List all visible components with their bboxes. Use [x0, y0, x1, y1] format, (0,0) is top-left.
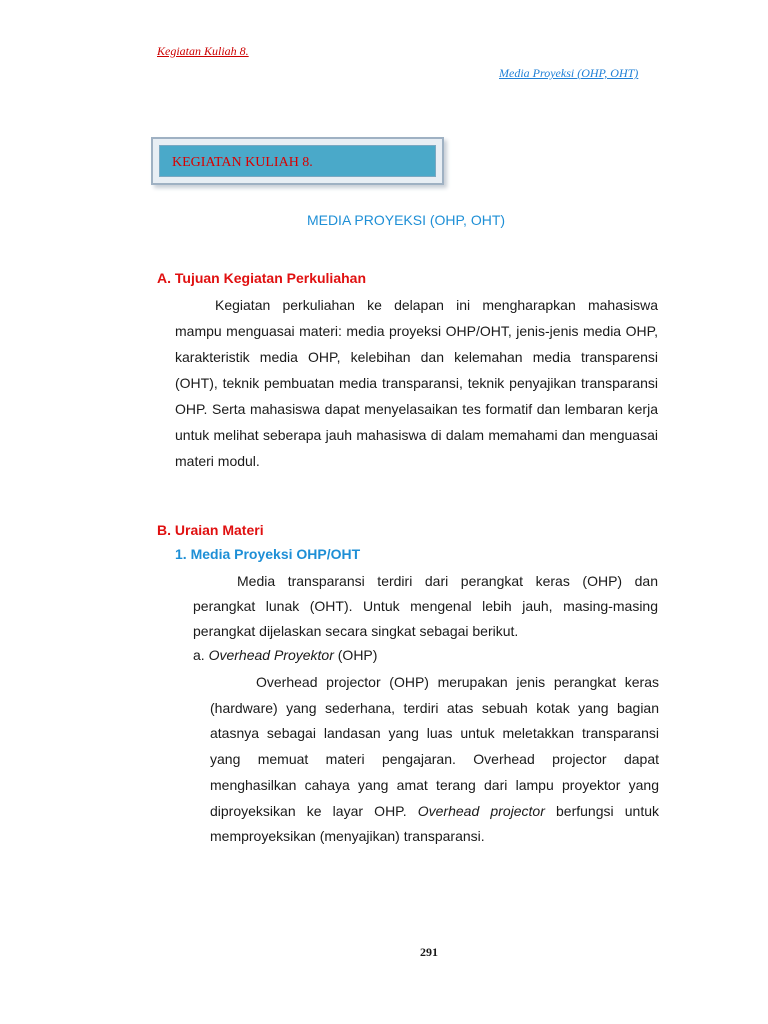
- page-title: MEDIA PROYEKSI (OHP, OHT): [306, 212, 506, 228]
- section-b-heading: B. Uraian Materi: [157, 522, 264, 538]
- page-number: 291: [420, 945, 438, 959]
- item-a-prefix: a.: [193, 647, 209, 663]
- chapter-title-box: [151, 137, 444, 185]
- item-a-text-tail: berfungsi untuk memproyeksikan (menyajikan) transparansi.: [210, 802, 659, 845]
- header-left: Kegiatan Kuliah 8.: [157, 44, 249, 58]
- item-a-text-em: Overhead projector: [417, 802, 545, 819]
- section-a-paragraph: [175, 292, 658, 474]
- subsection-1-heading: 1. Media Proyeksi OHP/OHT: [175, 546, 361, 562]
- item-a-suffix: (OHP): [333, 647, 378, 663]
- chapter-title-text: KEGIATAN KULIAH 8.: [172, 155, 313, 170]
- item-a-paragraph: [210, 670, 659, 850]
- header-right: Media Proyeksi (OHP, OHT): [499, 66, 639, 80]
- section-a-heading: A. Tujuan Kegiatan Perkuliahan: [157, 270, 367, 286]
- chapter-title-box-inner: [159, 145, 436, 177]
- subsection-1-paragraph: [193, 569, 658, 644]
- item-a-term: Overhead Proyektor: [208, 647, 334, 663]
- item-a-heading: [193, 647, 377, 663]
- item-a-text-main: Overhead projector (OHP) merupakan jenis perangkat keras (hardware) yang sederhana, terdiri atas sebuah kotak yang bagian atasnya sebagai landasan yang luas untuk meletakkan transparansi yang memuat materi pengajaran. Overhead projector dapat menghasilkan cahaya yang amat terang dari lampu proyektor yang diproyeksikan ke layar OHP.: [210, 674, 659, 819]
- section-a-text: Kegiatan perkuliahan ke delapan ini mengharapkan mahasiswa mampu menguasai materi: media proyeksi OHP/OHT, jenis-jenis media OHP, karakteristik media OHP, kelebihan dan kelemahan media transparensi (OHT), teknik pembuatan media transparansi, teknik penyajikan transparansi OHP. Serta mahasiswa dapat menyelasaikan tes formatif dan lembaran kerja untuk melihat seberapa jauh mahasiswa di dalam memahami dan menguasai materi modul.: [175, 297, 658, 469]
- subsection-1-text: Media transparansi terdiri dari perangkat keras (OHP) dan perangkat lunak (OHT). Untuk mengenal lebih jauh, masing-masing perangkat dijelaskan secara singkat sebagai berikut.: [193, 573, 658, 639]
